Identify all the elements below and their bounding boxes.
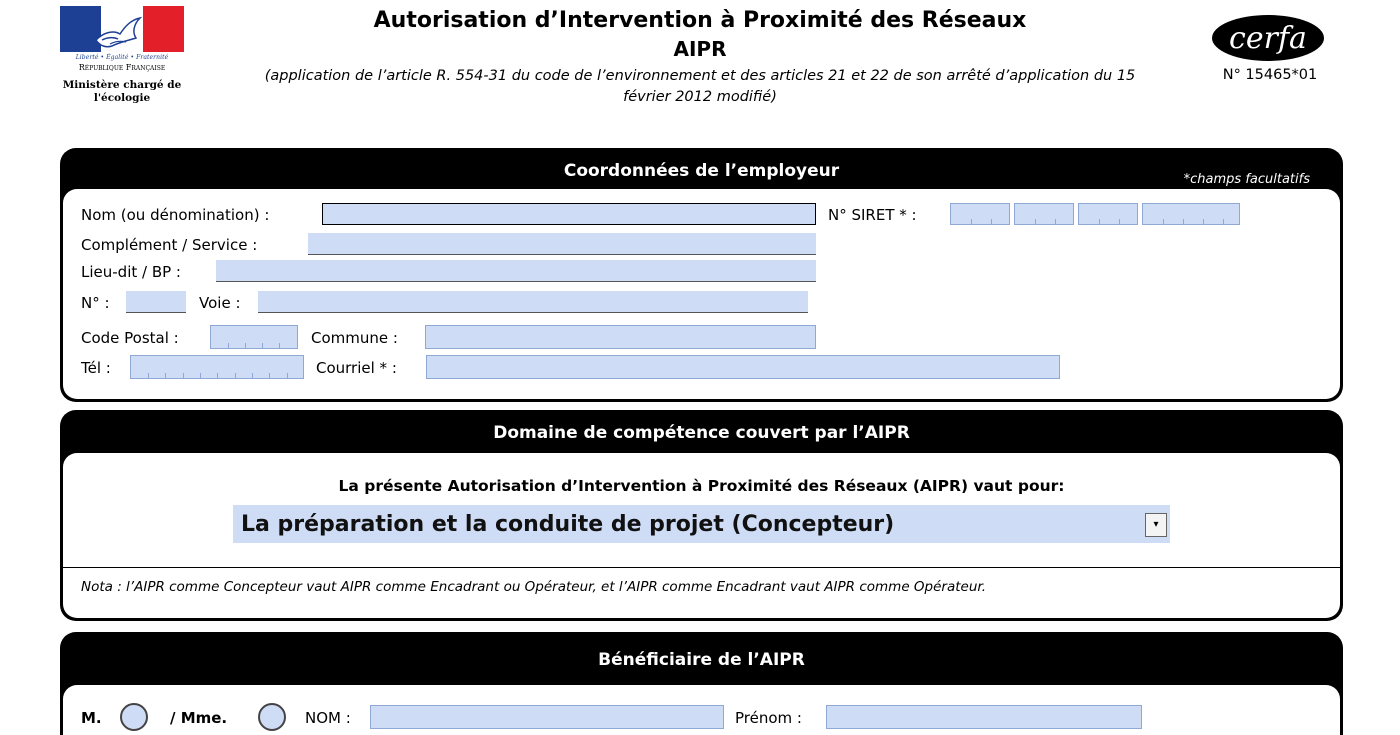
firstname-label: Prénom : xyxy=(735,709,802,727)
republic-text: République Française xyxy=(78,63,166,72)
phone-label: Tél : xyxy=(81,359,111,377)
lastname-label: NOM : xyxy=(305,709,351,727)
domain-question: La présente Autorisation d’Intervention à Proximité des Réseaux (AIPR) vaut pour: xyxy=(338,477,1065,495)
competence-domain-dropdown[interactable] xyxy=(233,505,1170,543)
optional-fields-note: *champs facultatifs xyxy=(1183,172,1310,187)
marianne-icon xyxy=(90,10,154,52)
email-label: Courriel * : xyxy=(316,359,397,377)
phone-input[interactable] xyxy=(130,355,304,379)
street-number-input[interactable] xyxy=(126,291,186,313)
siret-input-part4[interactable] xyxy=(1142,203,1240,225)
domain-section-body xyxy=(63,453,1340,618)
mrs-radio[interactable] xyxy=(258,703,286,731)
mr-label: M. xyxy=(81,709,102,727)
name-input[interactable] xyxy=(322,203,816,225)
siret-label: N° SIRET * : xyxy=(828,206,917,224)
domain-section xyxy=(60,410,1343,621)
employer-section xyxy=(60,148,1343,402)
siret-input-part3[interactable] xyxy=(1078,203,1138,225)
dropdown-arrow-icon[interactable]: ▾ xyxy=(1145,513,1167,537)
mrs-label: / Mme. xyxy=(170,709,228,727)
siret-input-part2[interactable] xyxy=(1014,203,1074,225)
beneficiary-section-title: Bénéficiaire de l’AIPR xyxy=(598,650,805,670)
cerfa-logo-text: cerfa xyxy=(1229,21,1307,56)
beneficiary-section-body xyxy=(63,685,1340,735)
lieu-dit-input[interactable] xyxy=(216,260,816,282)
domain-note: Nota : l’AIPR comme Concepteur vaut AIPR comme Encadrant ou Opérateur, et l’AIPR comme Encadrant vaut AIPR comme Opérateur. xyxy=(81,579,986,595)
email-input[interactable] xyxy=(426,355,1060,379)
mr-radio[interactable] xyxy=(120,703,148,731)
domain-section-title: Domaine de compétence couvert par l’AIPR xyxy=(493,423,910,443)
ministry-text: Ministère chargé de l'écologie xyxy=(62,79,182,104)
street-number-label: N° : xyxy=(81,294,110,312)
cerfa-logo xyxy=(1211,14,1325,62)
competence-domain-selected: La préparation et la conduite de projet (Concepteur) xyxy=(241,512,895,537)
page-title: Autorisation d’Intervention à Proximité des Réseaux xyxy=(373,8,1027,33)
lieu-dit-label: Lieu-dit / BP : xyxy=(81,263,181,281)
commune-label: Commune : xyxy=(311,329,398,347)
complement-input[interactable] xyxy=(308,233,816,255)
street-input[interactable] xyxy=(258,291,808,313)
beneficiary-section xyxy=(60,632,1343,735)
siret-input-part1[interactable] xyxy=(950,203,1010,225)
republique-francaise-logo xyxy=(60,6,184,105)
cerfa-number: N° 15465*01 xyxy=(1222,67,1318,83)
postal-code-input[interactable] xyxy=(210,325,298,349)
divider xyxy=(60,567,1343,568)
firstname-input[interactable] xyxy=(826,705,1142,729)
motto-text: Liberté • Égalité • Fraternité xyxy=(75,54,169,61)
postal-code-label: Code Postal : xyxy=(81,329,179,347)
complement-label: Complément / Service : xyxy=(81,236,258,254)
employer-section-body xyxy=(63,189,1340,399)
employer-section-title: Coordonnées de l’employeur xyxy=(563,161,840,181)
lastname-input[interactable] xyxy=(370,705,724,729)
page-title-acronym: AIPR xyxy=(673,37,727,61)
tricolor-flag-icon xyxy=(60,6,184,52)
street-label: Voie : xyxy=(199,294,241,312)
commune-input[interactable] xyxy=(425,325,816,349)
page-subtitle: (application de l’article R. 554-31 du code de l’environnement et des articles 21 et 22 de son arrêté d’application du 15 février 2012 modifié) xyxy=(264,68,1136,105)
name-label: Nom (ou dénomination) : xyxy=(81,206,270,224)
